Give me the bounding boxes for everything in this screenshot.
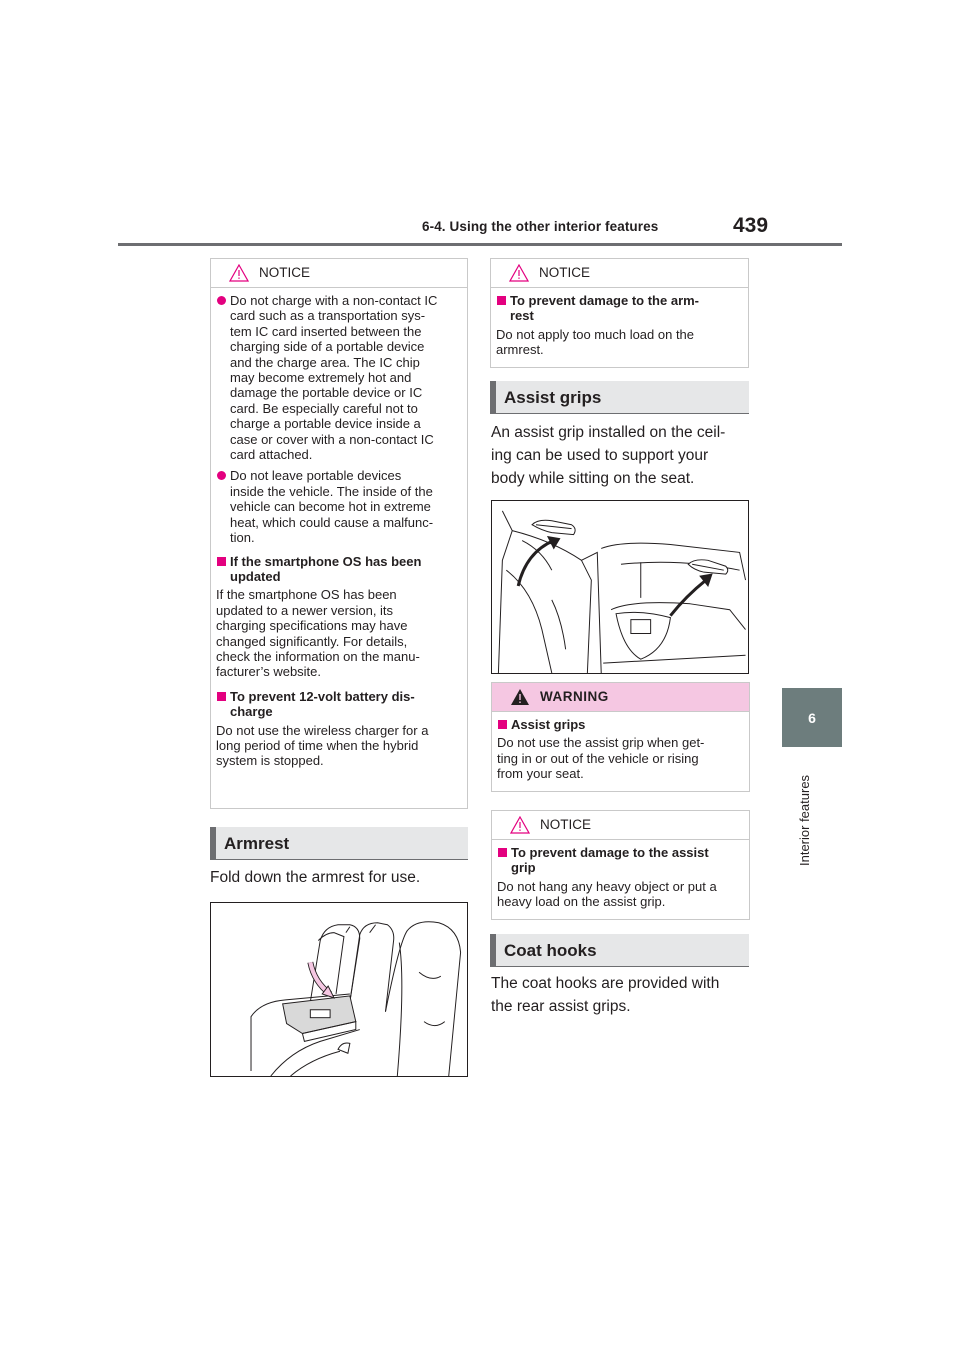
square-bullet-icon [217, 692, 226, 701]
notice-subheading: To prevent 12-volt battery dis- charge [216, 689, 462, 720]
notice-box-armrest [490, 258, 749, 368]
chapter-tab[interactable] [782, 688, 842, 747]
section-heading-assist-grips: Assist grips [490, 381, 749, 414]
bullet-dot-icon [217, 296, 226, 305]
notice-subheading: To prevent damage to the arm- rest [496, 293, 743, 324]
section-title: 6-4. Using the other interior features [422, 219, 659, 234]
caution-triangle-icon [509, 264, 529, 282]
bullet-item: Do not charge with a non-contact IC card such as a transportation sys- tem IC card inserted between the charging side of a portable device and the charge area. The IC chip may become extremely hot and damage the portable device or IC card. Be especially careful not to charge a portable device inside a case or cover with a non-contact IC card attached. [216, 293, 462, 462]
coat-hooks-description: The coat hooks are provided with the rear assist grips. [491, 975, 720, 1015]
warning-box-assist-grips [491, 682, 750, 792]
notice-paragraph: Do not hang any heavy object or put a heavy load on the assist grip. [497, 878, 717, 910]
square-bullet-icon [498, 848, 507, 857]
bullet-item: Do not leave portable devices inside the vehicle. The inside of the vehicle can become hot in extreme heat, which could cause a malfunc- tion. [216, 468, 462, 545]
armrest-description: Fold down the armrest for use. [210, 869, 421, 886]
assist-grips-description: An assist grip installed on the ceil- ing can be used to support your body while sitting on the seat. [491, 424, 726, 487]
chapter-number: 6 [808, 709, 816, 726]
square-bullet-icon [498, 720, 507, 729]
bullet-dot-icon [217, 471, 226, 480]
notice-box-assist-grip [491, 810, 750, 920]
header-divider [118, 243, 842, 246]
warning-triangle-icon [510, 688, 530, 706]
armrest-illustration [210, 902, 468, 1077]
page-number: 439 [733, 214, 769, 237]
notice-paragraph: Do not apply too much load on the armrest. [496, 326, 695, 358]
assist-grip-illustration [491, 500, 749, 674]
caution-triangle-icon [510, 816, 530, 834]
warning-paragraph: Do not use the assist grip when get- ting in or out of the vehicle or rising from your seat. [497, 735, 705, 782]
section-heading-armrest: Armrest [210, 827, 468, 860]
section-heading-coat-hooks: Coat hooks [490, 934, 749, 967]
notice-paragraph: Do not use the wireless charger for a long period of time when the hybrid system is stopped. [216, 722, 429, 769]
square-bullet-icon [217, 557, 226, 566]
notice-subheading: If the smartphone OS has been updated [216, 554, 462, 585]
notice-subheading: To prevent damage to the assist grip [497, 845, 744, 876]
notice-title: NOTICE [539, 265, 591, 280]
square-bullet-icon [497, 296, 506, 305]
notice-box-charging [210, 258, 468, 809]
notice-title: NOTICE [540, 817, 592, 832]
notice-title: NOTICE [259, 265, 311, 280]
notice-paragraph: If the smartphone OS has been updated to a newer version, its charging specifications may have changed significantly. For details, check the information on the manu- facturer’s website. [216, 587, 420, 680]
caution-triangle-icon [229, 264, 249, 282]
warning-subheading: Assist grips [497, 717, 744, 732]
chapter-label: Interior features [797, 774, 812, 866]
warning-title: WARNING [540, 689, 609, 704]
